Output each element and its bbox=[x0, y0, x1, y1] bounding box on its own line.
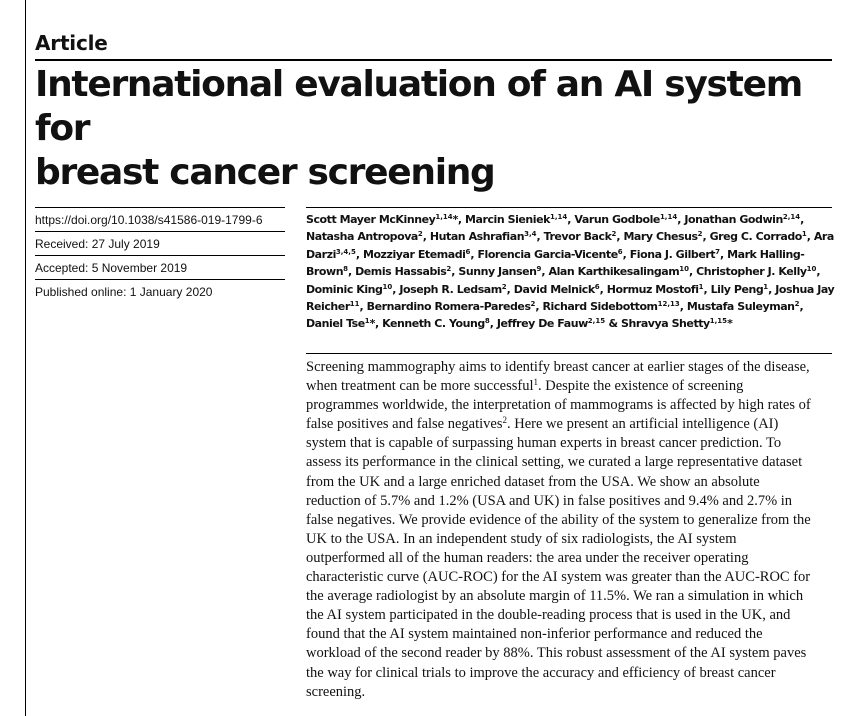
author-name: Varun Godbole bbox=[574, 213, 660, 226]
author-name: Trevor Back bbox=[543, 230, 612, 244]
author-affiliation: 2 bbox=[794, 300, 800, 309]
author-separator: , bbox=[489, 317, 497, 331]
author-separator: , bbox=[677, 213, 685, 226]
author-separator: , bbox=[703, 282, 711, 296]
author-separator: , bbox=[622, 247, 630, 261]
author-entry[interactable] bbox=[514, 283, 600, 296]
author-affiliation: 2 bbox=[697, 230, 703, 239]
author-entry[interactable] bbox=[623, 230, 702, 243]
author-affiliation: 8 bbox=[343, 265, 348, 274]
corresponding-author-mark: * bbox=[369, 317, 375, 331]
author-affiliation: 6 bbox=[594, 282, 600, 291]
author-entry[interactable] bbox=[458, 265, 541, 278]
author-affiliation: 2 bbox=[530, 300, 536, 309]
author-entry[interactable] bbox=[549, 265, 689, 278]
author-affiliation: 10 bbox=[806, 265, 817, 274]
author-name: Jeffrey De Fauw bbox=[496, 317, 588, 331]
abstract-divider bbox=[306, 353, 832, 354]
author-name: Hutan Ashrafian bbox=[429, 230, 525, 244]
author-affiliation: 6 bbox=[617, 247, 623, 256]
author-entry[interactable] bbox=[684, 213, 800, 226]
author-name: Sunny Jansen bbox=[458, 265, 537, 279]
author-entry[interactable] bbox=[621, 317, 732, 330]
author-separator: , bbox=[599, 282, 607, 296]
author-affiliation: 11 bbox=[349, 300, 360, 309]
author-affiliation: 3,4 bbox=[524, 230, 537, 239]
author-affiliation: 2 bbox=[446, 265, 452, 274]
author-entry[interactable] bbox=[306, 213, 458, 226]
author-affiliation: 1 bbox=[698, 282, 704, 291]
author-entry[interactable] bbox=[399, 283, 506, 296]
author-separator: , bbox=[392, 282, 400, 296]
author-separator: , bbox=[506, 282, 514, 296]
title-divider bbox=[35, 59, 832, 61]
author-name: Mozziyar Etemadi bbox=[362, 247, 466, 261]
author-name: Kenneth C. Young bbox=[382, 317, 485, 331]
abstract bbox=[306, 358, 818, 702]
author-separator: , bbox=[457, 213, 466, 226]
author-affiliation: 10 bbox=[679, 265, 690, 274]
left-margin-rule bbox=[25, 0, 26, 716]
author-affiliation: 6 bbox=[465, 247, 471, 256]
author-affiliation: 1 bbox=[364, 317, 370, 326]
article-type-label: Article bbox=[35, 31, 108, 55]
author-entry[interactable] bbox=[430, 230, 537, 243]
author-affiliation: 2,14 bbox=[782, 213, 801, 221]
author-entry[interactable] bbox=[696, 265, 816, 278]
author-separator: , bbox=[720, 247, 728, 261]
author-affiliation: 1 bbox=[763, 282, 769, 291]
author-name: Marcin Sieniek bbox=[465, 213, 551, 226]
author-name: Shravya Shetty bbox=[620, 317, 710, 331]
author-name: Florencia Garcia-Vicente bbox=[477, 247, 618, 261]
author-affiliation: 1,14 bbox=[659, 213, 678, 221]
author-affiliation: 2 bbox=[501, 282, 507, 291]
publication-metadata bbox=[35, 207, 285, 303]
doi-link[interactable]: https://doi.org/10.1038/s41586-019-1799-6 bbox=[35, 213, 263, 227]
author-entry[interactable] bbox=[306, 317, 375, 330]
author-entry[interactable] bbox=[306, 230, 423, 243]
abstract-text: . Despite the existence of screening programmes worldwide, the interpretation of mammograms is affected by high rates of false positives and false negatives bbox=[306, 378, 811, 433]
author-separator: , bbox=[422, 230, 430, 244]
author-affiliation: 2,15 bbox=[587, 317, 606, 326]
author-name: Daniel Tse bbox=[306, 317, 365, 331]
article-title-line-1: International evaluation of an AI system for bbox=[35, 64, 802, 149]
author-separator: , bbox=[702, 230, 710, 244]
author-name: Bernardino Romera-Paredes bbox=[366, 300, 531, 314]
author-list bbox=[306, 211, 836, 333]
author-name: Mark Halling-Brown bbox=[306, 247, 805, 279]
author-name: Mary Chesus bbox=[623, 230, 698, 244]
author-separator: , bbox=[816, 265, 821, 279]
author-separator: , bbox=[451, 265, 459, 279]
author-name: Fiona J. Gilbert bbox=[629, 247, 716, 261]
author-affiliation: 12,13 bbox=[657, 300, 680, 309]
author-name: Joseph R. Ledsam bbox=[399, 282, 502, 296]
abstract-text: Screening mammography aims to identify breast cancer at earlier stages of the disease, when treatment can be more successful bbox=[306, 359, 810, 395]
article-title bbox=[35, 63, 835, 195]
author-affiliation: 2 bbox=[417, 230, 423, 239]
author-affiliation: 1,14 bbox=[550, 213, 568, 221]
abstract-text: . Here we present an artificial intelligence (AI) system that is capable of surpassing human experts in breast cancer prediction. To assess its performance in the clinical setting, we curated a large representative dataset from the UK and a large enriched dataset from the USA. We show an absolute reduction of 5.7% and 1.2% (USA and UK) in false positives and 9.4% and 2.7% in false negatives. We provide evidence of the ability of the system to generalize from the UK to the USA. In an independent study of six radiologists, the AI system outperformed all of the human readers: the area under the receiver operating characteristic curve (AUC-ROC) for the AI system was greater than the AUC-ROC for the average radiologist by an absolute margin of 11.5%. We ran a simulation in which the AI system participated in the double-reading process that is used in the UK, and found that the AI system maintained non-inferior performance and reduced the workload of the second reader by 88%. This robust assessment of the AI system paves the way for clinical trials to improve the accuracy and efficiency of breast cancer screening. bbox=[306, 416, 811, 700]
author-entry[interactable] bbox=[306, 283, 392, 296]
author-name: Demis Hassabis bbox=[355, 265, 447, 279]
corresponding-author-mark: * bbox=[727, 317, 733, 331]
author-affiliation: 7 bbox=[715, 247, 720, 256]
author-separator: , bbox=[806, 230, 814, 244]
author-separator: , bbox=[567, 213, 575, 226]
author-affiliation: 1 bbox=[801, 230, 807, 239]
author-name: Mustafa Suleyman bbox=[686, 300, 795, 314]
author-name: Joshua Jay Reicher bbox=[306, 282, 835, 314]
author-entry[interactable] bbox=[687, 300, 800, 313]
author-name: Scott Mayer McKinney bbox=[306, 213, 436, 226]
author-separator: & bbox=[605, 317, 621, 331]
author-affiliation: 10 bbox=[382, 282, 393, 291]
received-date: Received: 27 July 2019 bbox=[35, 237, 160, 251]
author-name: Ara Darzi bbox=[306, 230, 834, 261]
author-entry[interactable] bbox=[355, 265, 451, 278]
author-separator: , bbox=[689, 265, 697, 279]
author-separator: , bbox=[374, 317, 383, 331]
author-entry[interactable] bbox=[497, 317, 605, 330]
author-separator: , bbox=[800, 213, 804, 226]
author-name: Richard Sidebottom bbox=[542, 300, 658, 314]
author-entry[interactable] bbox=[544, 230, 617, 243]
author-separator: , bbox=[348, 265, 356, 279]
accepted-date: Accepted: 5 November 2019 bbox=[35, 261, 188, 275]
author-affiliation: 2 bbox=[611, 230, 617, 239]
author-name: Dominic King bbox=[306, 282, 383, 296]
author-entry[interactable] bbox=[367, 300, 536, 313]
author-affiliation: 8 bbox=[484, 317, 490, 326]
author-name: Alan Karthikesalingam bbox=[548, 265, 680, 279]
author-entry[interactable] bbox=[477, 248, 622, 261]
author-affiliation: 9 bbox=[536, 265, 542, 274]
published-date: Published online: 1 January 2020 bbox=[35, 285, 213, 299]
author-entry[interactable] bbox=[465, 213, 567, 226]
author-separator: , bbox=[536, 230, 544, 244]
author-entry[interactable] bbox=[543, 300, 680, 313]
author-separator: , bbox=[679, 300, 687, 314]
author-name: Jonathan Godwin bbox=[684, 213, 783, 226]
author-affiliation: 1,15 bbox=[709, 317, 728, 326]
author-separator: , bbox=[799, 300, 804, 314]
reference-2[interactable]: 2 bbox=[502, 415, 507, 426]
author-separator: , bbox=[355, 247, 363, 261]
author-name: David Melnick bbox=[513, 282, 595, 296]
author-entry[interactable] bbox=[574, 213, 677, 226]
author-separator: , bbox=[541, 265, 549, 279]
author-affiliation: 3,4,5 bbox=[335, 247, 356, 256]
author-separator: , bbox=[768, 282, 776, 296]
authors-divider bbox=[306, 207, 832, 208]
author-separator: , bbox=[535, 300, 543, 314]
author-name: Christopher J. Kelly bbox=[696, 265, 807, 279]
author-separator: , bbox=[616, 230, 624, 244]
author-entry[interactable] bbox=[382, 317, 490, 330]
author-name: Hormuz Mostofi bbox=[606, 282, 699, 296]
author-affiliation: 1,14 bbox=[435, 213, 453, 221]
author-entry[interactable] bbox=[630, 248, 720, 261]
corresponding-author-mark: * bbox=[452, 213, 458, 226]
author-separator: , bbox=[359, 300, 367, 314]
reference-1[interactable]: 1 bbox=[533, 377, 538, 388]
author-entry[interactable] bbox=[711, 283, 769, 296]
author-entry[interactable] bbox=[363, 248, 470, 261]
article-title-line-2: breast cancer screening bbox=[35, 152, 495, 193]
author-name: Greg C. Corrado bbox=[709, 230, 802, 244]
author-separator: , bbox=[470, 247, 478, 261]
author-entry[interactable] bbox=[710, 230, 807, 243]
author-name: Lily Peng bbox=[710, 282, 764, 296]
author-entry[interactable] bbox=[607, 283, 704, 296]
author-name: Natasha Antropova bbox=[306, 230, 418, 244]
